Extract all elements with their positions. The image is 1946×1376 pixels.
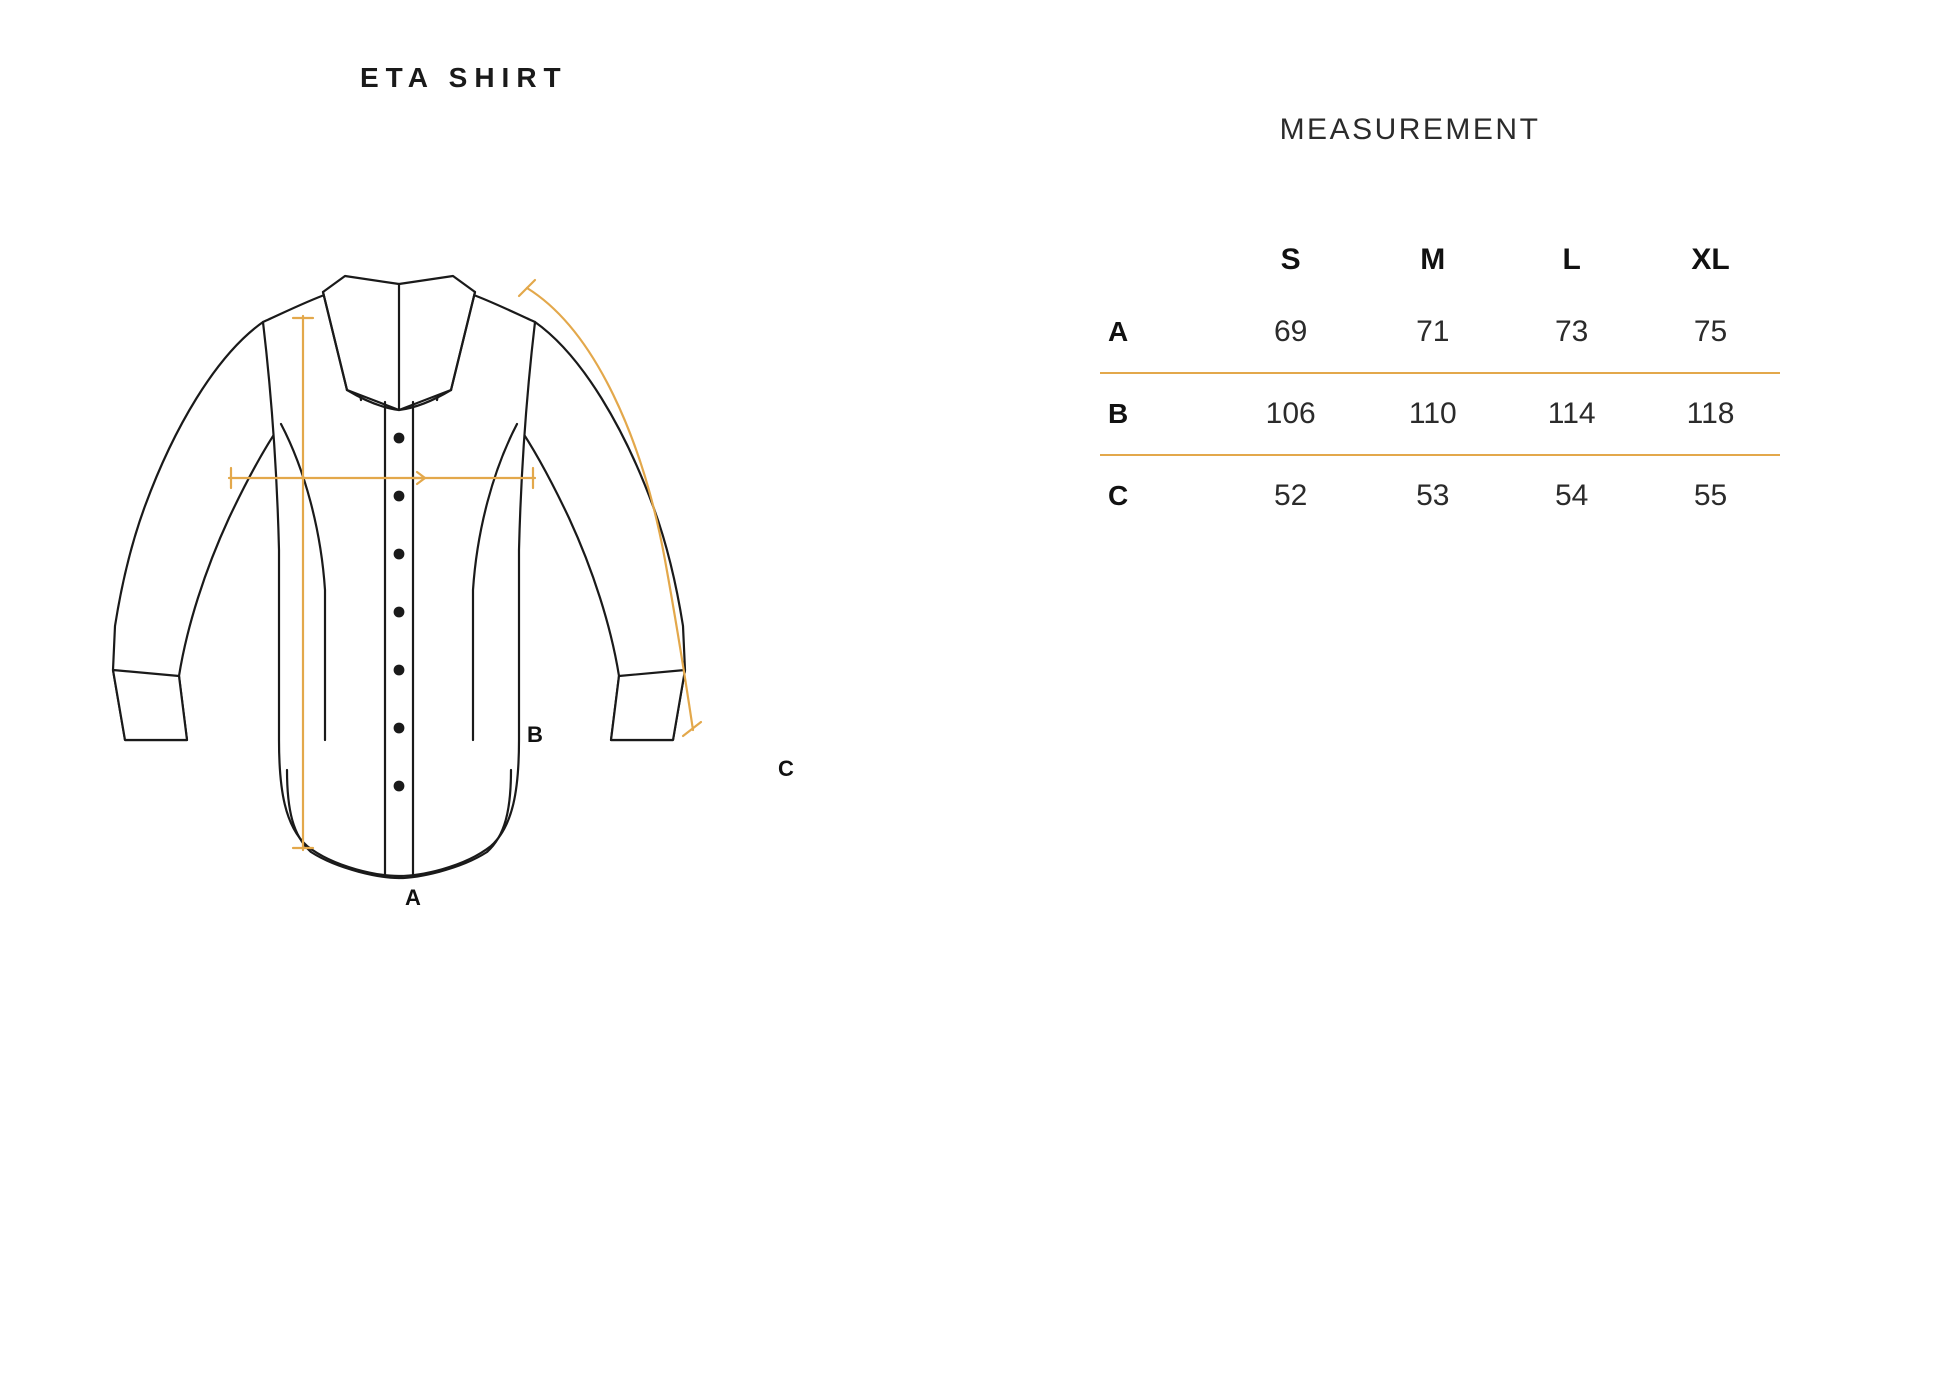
cell-c-s: 52 [1273,479,1308,512]
column-header-m: M [1420,243,1446,276]
column-header-l: L [1562,243,1581,276]
button-5 [394,665,405,676]
table-row [1100,373,1780,455]
button-7 [394,781,405,792]
measurement-panel [980,0,1946,1376]
row-label-b: B [1100,373,1218,455]
table-header-row [1100,228,1780,292]
cell-b-m: 110 [1363,373,1502,455]
button-3 [394,549,405,560]
dimension-tick-c-top [519,280,535,296]
column-header-s: S [1280,243,1301,276]
cell-c-l: 54 [1554,479,1589,512]
row-label-a: A [1100,292,1218,373]
size-chart-head [1100,228,1780,292]
size-chart-table [1100,228,1780,536]
cell-c-xl: 55 [1693,479,1728,512]
right-cuff [611,670,685,740]
row-label-c: C [1108,480,1129,511]
cell-c-m: 53 [1416,479,1450,512]
column-header-xl: XL [1691,243,1730,276]
cell-b-xl: 118 [1641,373,1780,455]
cell-a-m: 71 [1363,292,1502,373]
table-corner-cell [1100,228,1218,292]
shirt-technical-drawing [95,270,855,975]
button-6 [394,723,405,734]
dimension-label-b: B [527,722,543,747]
dimension-label-a: A [405,885,421,910]
left-cuff [113,670,187,740]
cell-b-l: 114 [1502,373,1641,455]
cell-a-l: 73 [1502,292,1641,373]
table-row [1100,292,1780,373]
button-1 [394,433,405,444]
cell-a-xl: 75 [1641,292,1780,373]
page-title: ETA SHIRT [360,62,568,93]
size-chart-body [1100,292,1780,536]
button-4 [394,607,405,618]
table-row [1100,455,1780,536]
cell-a-s: 69 [1218,292,1363,373]
dimension-label-c: C [778,756,794,781]
button-2 [394,491,405,502]
measurement-heading: MEASUREMENT [1279,113,1541,146]
cell-b-s: 106 [1218,373,1363,455]
